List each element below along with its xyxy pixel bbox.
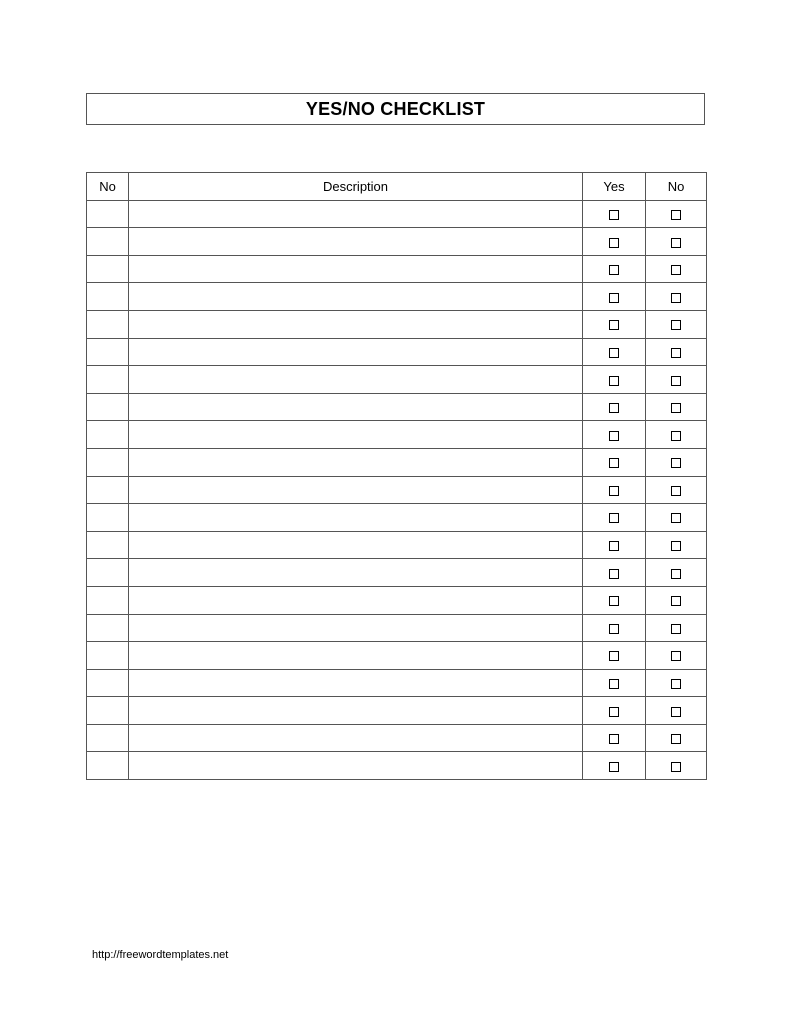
no-checkbox[interactable]: [671, 541, 681, 551]
row-number-cell[interactable]: [87, 642, 129, 670]
no-checkbox[interactable]: [671, 348, 681, 358]
row-description-cell[interactable]: [129, 393, 583, 421]
row-no-cell: [646, 200, 707, 228]
row-description-cell[interactable]: [129, 504, 583, 532]
yes-checkbox[interactable]: [609, 486, 619, 496]
row-no-cell: [646, 476, 707, 504]
yes-checkbox[interactable]: [609, 293, 619, 303]
row-number-cell[interactable]: [87, 752, 129, 780]
row-number-cell[interactable]: [87, 669, 129, 697]
row-description-cell[interactable]: [129, 255, 583, 283]
row-no-cell: [646, 448, 707, 476]
yes-checkbox[interactable]: [609, 210, 619, 220]
row-no-cell: [646, 614, 707, 642]
row-yes-cell: [583, 338, 646, 366]
no-checkbox[interactable]: [671, 651, 681, 661]
table-row: [87, 752, 707, 780]
header-no-answer: No: [646, 173, 707, 201]
yes-checkbox[interactable]: [609, 596, 619, 606]
no-checkbox[interactable]: [671, 513, 681, 523]
row-no-cell: [646, 338, 707, 366]
row-yes-cell: [583, 255, 646, 283]
row-no-cell: [646, 228, 707, 256]
row-yes-cell: [583, 393, 646, 421]
table-row: [87, 476, 707, 504]
row-number-cell[interactable]: [87, 283, 129, 311]
row-no-cell: [646, 697, 707, 725]
yes-checkbox[interactable]: [609, 513, 619, 523]
row-number-cell[interactable]: [87, 255, 129, 283]
row-no-cell: [646, 310, 707, 338]
row-description-cell[interactable]: [129, 669, 583, 697]
table-row: [87, 338, 707, 366]
row-yes-cell: [583, 531, 646, 559]
no-checkbox[interactable]: [671, 293, 681, 303]
row-description-cell[interactable]: [129, 338, 583, 366]
row-yes-cell: [583, 669, 646, 697]
row-description-cell[interactable]: [129, 614, 583, 642]
row-description-cell[interactable]: [129, 531, 583, 559]
document-title: YES/NO CHECKLIST: [305, 98, 486, 119]
no-checkbox[interactable]: [671, 210, 681, 220]
table-row: [87, 724, 707, 752]
no-checkbox[interactable]: [671, 238, 681, 248]
row-number-cell[interactable]: [87, 614, 129, 642]
yes-checkbox[interactable]: [609, 265, 619, 275]
footer-url[interactable]: http://freewordtemplates.net: [92, 949, 229, 961]
no-checkbox[interactable]: [671, 431, 681, 441]
row-description-cell[interactable]: [129, 200, 583, 228]
yes-checkbox[interactable]: [609, 403, 619, 413]
header-row: [87, 173, 707, 201]
table-row: [87, 255, 707, 283]
row-yes-cell: [583, 614, 646, 642]
row-no-cell: [646, 642, 707, 670]
row-yes-cell: [583, 724, 646, 752]
row-no-cell: [646, 504, 707, 532]
no-checkbox[interactable]: [671, 762, 681, 772]
row-description-cell[interactable]: [129, 448, 583, 476]
no-checkbox[interactable]: [671, 624, 681, 634]
yes-checkbox[interactable]: [609, 458, 619, 468]
row-number-cell[interactable]: [87, 310, 129, 338]
row-number-cell[interactable]: [87, 504, 129, 532]
row-yes-cell: [583, 200, 646, 228]
table-row: [87, 642, 707, 670]
no-checkbox[interactable]: [671, 265, 681, 275]
table-row: [87, 283, 707, 311]
row-no-cell: [646, 724, 707, 752]
table-row: [87, 531, 707, 559]
row-yes-cell: [583, 228, 646, 256]
yes-checkbox[interactable]: [609, 651, 619, 661]
row-no-cell: [646, 586, 707, 614]
row-description-cell[interactable]: [129, 310, 583, 338]
table-row: [87, 366, 707, 394]
table-row: [87, 393, 707, 421]
row-number-cell[interactable]: [87, 476, 129, 504]
row-description-cell[interactable]: [129, 752, 583, 780]
row-number-cell[interactable]: [87, 393, 129, 421]
row-description-cell[interactable]: [129, 366, 583, 394]
row-number-cell[interactable]: [87, 448, 129, 476]
row-number-cell[interactable]: [87, 697, 129, 725]
table-row: [87, 228, 707, 256]
row-number-cell[interactable]: [87, 228, 129, 256]
row-description-cell[interactable]: [129, 283, 583, 311]
yes-checkbox[interactable]: [609, 569, 619, 579]
row-number-cell[interactable]: [87, 200, 129, 228]
table-row: [87, 200, 707, 228]
no-checkbox[interactable]: [671, 734, 681, 744]
yes-checkbox[interactable]: [609, 320, 619, 330]
no-checkbox[interactable]: [671, 569, 681, 579]
no-checkbox[interactable]: [671, 486, 681, 496]
no-checkbox[interactable]: [671, 320, 681, 330]
yes-checkbox[interactable]: [609, 624, 619, 634]
yes-checkbox[interactable]: [609, 679, 619, 689]
row-description-cell[interactable]: [129, 228, 583, 256]
no-checkbox[interactable]: [671, 679, 681, 689]
row-number-cell[interactable]: [87, 559, 129, 587]
table-row: [87, 448, 707, 476]
row-number-cell[interactable]: [87, 421, 129, 449]
row-yes-cell: [583, 559, 646, 587]
checklist-body: [87, 200, 707, 779]
row-no-cell: [646, 669, 707, 697]
row-number-cell[interactable]: [87, 724, 129, 752]
yes-checkbox[interactable]: [609, 541, 619, 551]
table-row: [87, 586, 707, 614]
row-description-cell[interactable]: [129, 559, 583, 587]
table-row: [87, 669, 707, 697]
header-description: Description: [129, 173, 583, 201]
yes-checkbox[interactable]: [609, 762, 619, 772]
row-no-cell: [646, 255, 707, 283]
row-yes-cell: [583, 586, 646, 614]
no-checkbox[interactable]: [671, 596, 681, 606]
row-yes-cell: [583, 310, 646, 338]
row-yes-cell: [583, 448, 646, 476]
row-yes-cell: [583, 504, 646, 532]
row-yes-cell: [583, 752, 646, 780]
row-yes-cell: [583, 283, 646, 311]
row-yes-cell: [583, 421, 646, 449]
header-yes: Yes: [583, 173, 646, 201]
table-row: [87, 310, 707, 338]
no-checkbox[interactable]: [671, 376, 681, 386]
row-yes-cell: [583, 366, 646, 394]
table-row: [87, 697, 707, 725]
table-row: [87, 504, 707, 532]
checklist-table: [86, 172, 707, 780]
row-description-cell[interactable]: [129, 476, 583, 504]
no-checkbox[interactable]: [671, 458, 681, 468]
row-description-cell[interactable]: [129, 697, 583, 725]
table-row: [87, 614, 707, 642]
row-number-cell[interactable]: [87, 586, 129, 614]
yes-checkbox[interactable]: [609, 348, 619, 358]
row-no-cell: [646, 393, 707, 421]
row-number-cell[interactable]: [87, 531, 129, 559]
yes-checkbox[interactable]: [609, 376, 619, 386]
row-no-cell: [646, 283, 707, 311]
table-row: [87, 421, 707, 449]
yes-checkbox[interactable]: [609, 431, 619, 441]
row-number-cell[interactable]: [87, 366, 129, 394]
no-checkbox[interactable]: [671, 707, 681, 717]
header-no: No: [87, 173, 129, 201]
table-row: [87, 559, 707, 587]
row-description-cell[interactable]: [129, 586, 583, 614]
row-no-cell: [646, 559, 707, 587]
row-description-cell[interactable]: [129, 724, 583, 752]
row-number-cell[interactable]: [87, 338, 129, 366]
row-yes-cell: [583, 642, 646, 670]
row-no-cell: [646, 752, 707, 780]
no-checkbox[interactable]: [671, 403, 681, 413]
row-no-cell: [646, 531, 707, 559]
yes-checkbox[interactable]: [609, 238, 619, 248]
row-yes-cell: [583, 697, 646, 725]
yes-checkbox[interactable]: [609, 734, 619, 744]
title-box: [86, 93, 705, 125]
row-no-cell: [646, 366, 707, 394]
yes-checkbox[interactable]: [609, 707, 619, 717]
row-description-cell[interactable]: [129, 642, 583, 670]
row-yes-cell: [583, 476, 646, 504]
row-no-cell: [646, 421, 707, 449]
row-description-cell[interactable]: [129, 421, 583, 449]
